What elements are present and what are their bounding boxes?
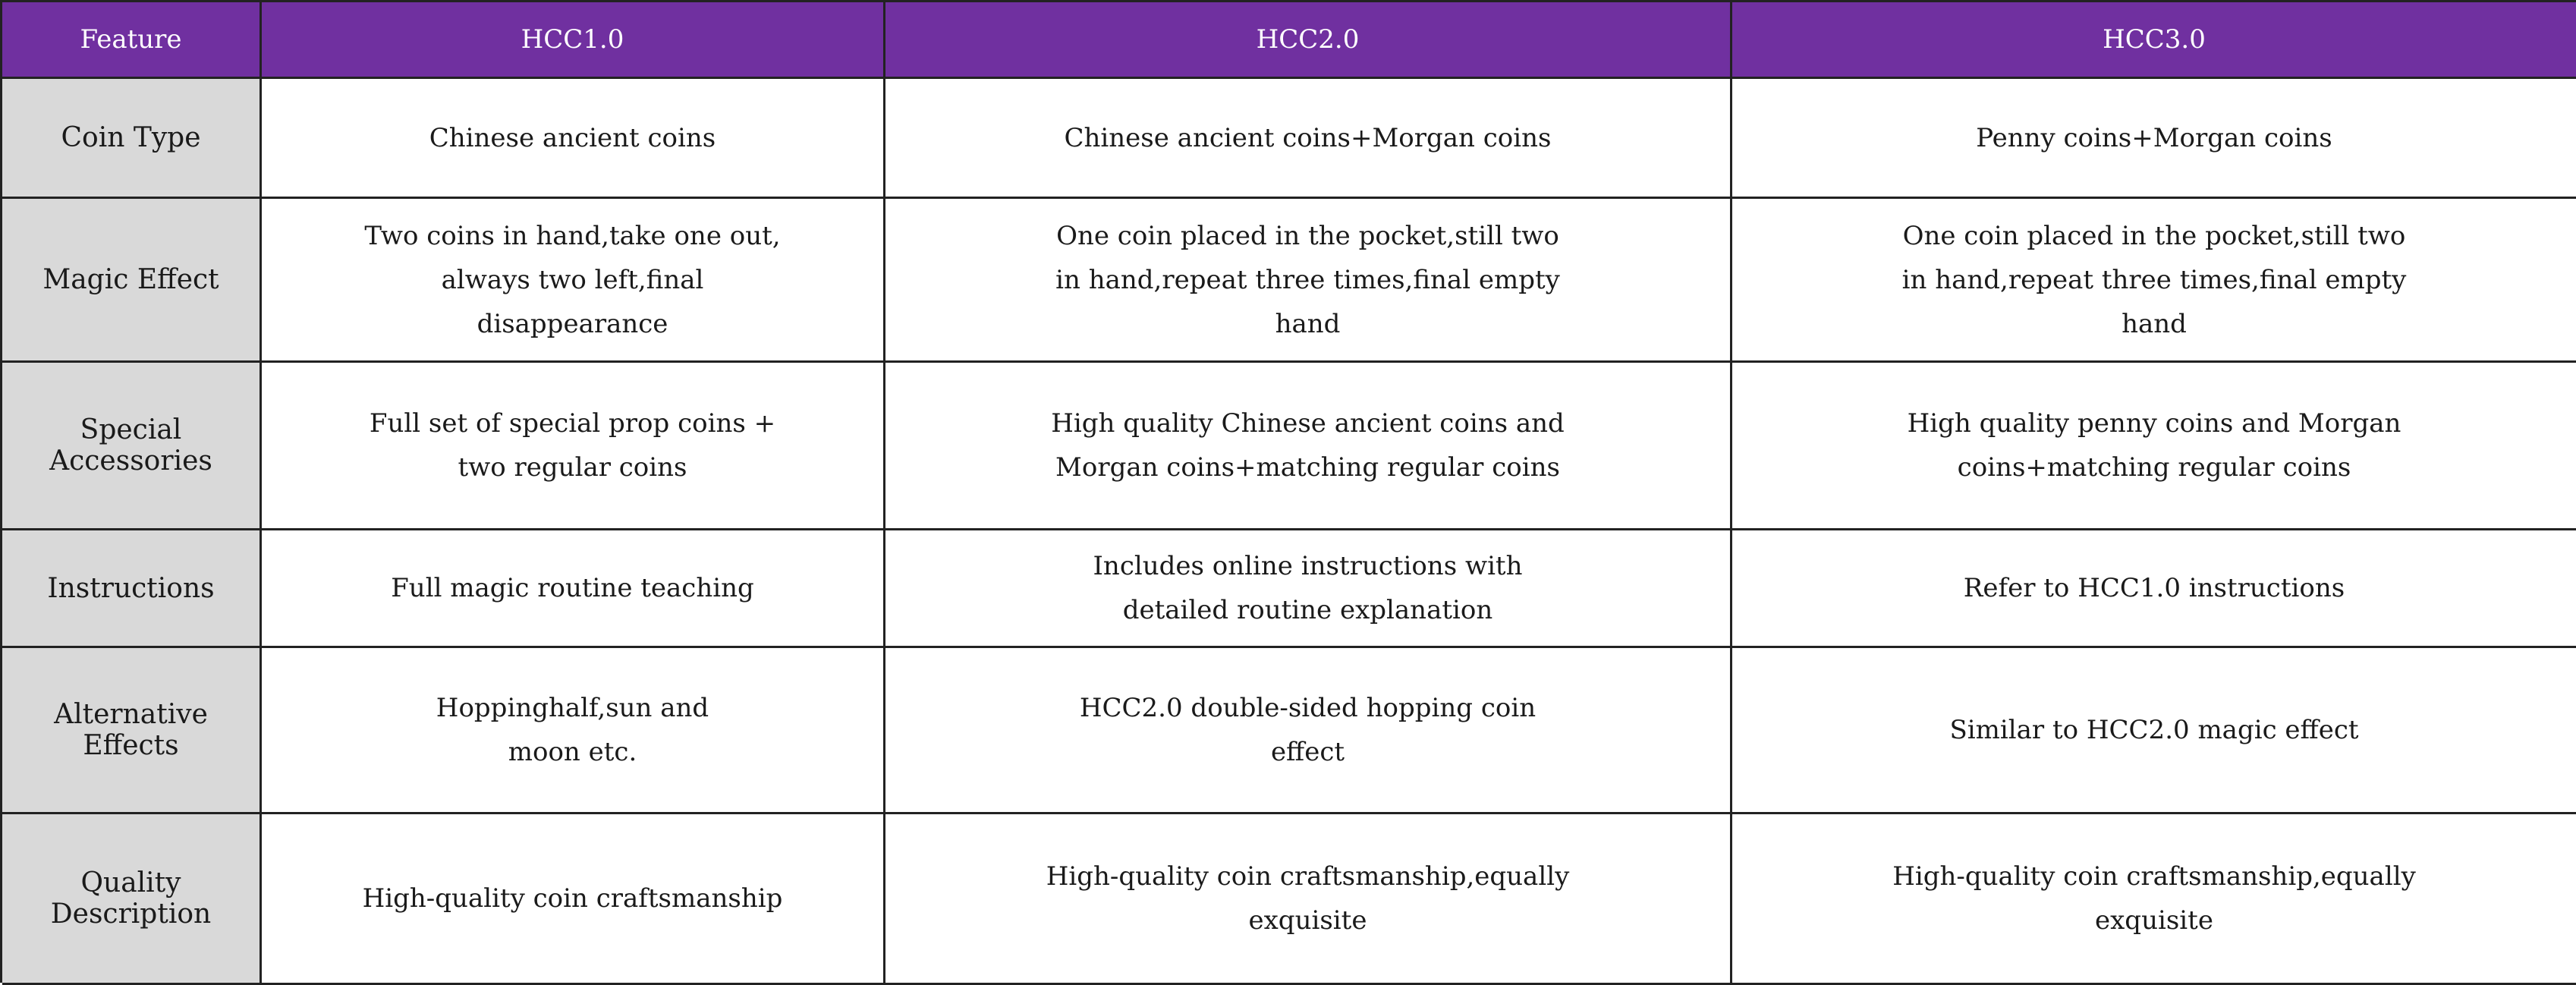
row-label-magic-effect xyxy=(2,199,262,363)
cell-text: Chinese ancient coins+Morgan coins xyxy=(1064,122,1552,153)
cell-text: Refer to HCC1.0 instructions xyxy=(1963,573,2345,603)
table-cell xyxy=(885,363,1732,530)
cell-text: High quality Chinese ancient coins and Morgan coins+matching regular coins xyxy=(1051,408,1565,483)
cell-text: Similar to HCC2.0 magic effect xyxy=(1949,715,2359,745)
table-cell xyxy=(262,363,885,530)
cell-text: One coin placed in the pocket,still two in hand,repeat three times,final empty hand xyxy=(1055,220,1560,339)
cell-text: Full set of special prop coins + two regular coins xyxy=(369,408,776,483)
row-label-instructions xyxy=(2,530,262,648)
table-cell xyxy=(262,648,885,814)
cell-text: Chinese ancient coins xyxy=(429,122,716,153)
table-cell xyxy=(1732,363,2576,530)
cell-text: Penny coins+Morgan coins xyxy=(1976,122,2332,153)
table-cell xyxy=(1732,814,2576,985)
table-cell xyxy=(885,79,1732,199)
cell-text: Full magic routine teaching xyxy=(391,573,754,603)
table-cell xyxy=(885,199,1732,363)
feature-label: Special Accessories xyxy=(49,414,212,477)
header-cell-hcc1 xyxy=(262,2,885,79)
table-cell xyxy=(885,530,1732,648)
row-label-alternative-effects xyxy=(2,648,262,814)
table-cell xyxy=(262,814,885,985)
cell-text: High-quality coin craftsmanship,equally exquisite xyxy=(1892,861,2416,936)
cell-text: High-quality coin craftsmanship xyxy=(362,883,783,914)
header-label: HCC3.0 xyxy=(2103,24,2206,55)
cell-text: One coin placed in the pocket,still two in hand,repeat three times,final empty hand xyxy=(1901,220,2407,339)
feature-label: Alternative Effects xyxy=(54,699,208,761)
header-cell-hcc2 xyxy=(885,2,1732,79)
cell-text: High-quality coin craftsmanship,equally exquisite xyxy=(1046,861,1570,936)
feature-label: Coin Type xyxy=(61,122,201,153)
header-label: HCC2.0 xyxy=(1256,24,1360,55)
row-label-coin-type xyxy=(2,79,262,199)
header-cell-feature xyxy=(2,2,262,79)
table-cell xyxy=(885,814,1732,985)
cell-text: HCC2.0 double-sided hopping coin effect xyxy=(1079,693,1536,767)
table-cell xyxy=(1732,199,2576,363)
table-cell xyxy=(262,199,885,363)
table-cell xyxy=(262,79,885,199)
table-cell xyxy=(1732,79,2576,199)
header-label: Feature xyxy=(80,24,182,55)
cell-text: High quality penny coins and Morgan coins+matching regular coins xyxy=(1907,408,2401,483)
row-label-quality-description xyxy=(2,814,262,985)
feature-label: Quality Description xyxy=(50,867,212,930)
cell-text: Hoppinghalf,sun and moon etc. xyxy=(436,693,709,767)
table-cell xyxy=(1732,530,2576,648)
cell-text: Includes online instructions with detailed routine explanation xyxy=(1093,551,1523,625)
table-cell xyxy=(262,530,885,648)
table-cell xyxy=(885,648,1732,814)
feature-label: Instructions xyxy=(47,572,215,604)
cell-text: Two coins in hand,take one out, always two left,final disappearance xyxy=(364,220,781,339)
table-cell xyxy=(1732,648,2576,814)
row-label-special-accessories xyxy=(2,363,262,530)
header-cell-hcc3 xyxy=(1732,2,2576,79)
feature-label: Magic Effect xyxy=(42,264,219,295)
header-label: HCC1.0 xyxy=(521,24,624,55)
